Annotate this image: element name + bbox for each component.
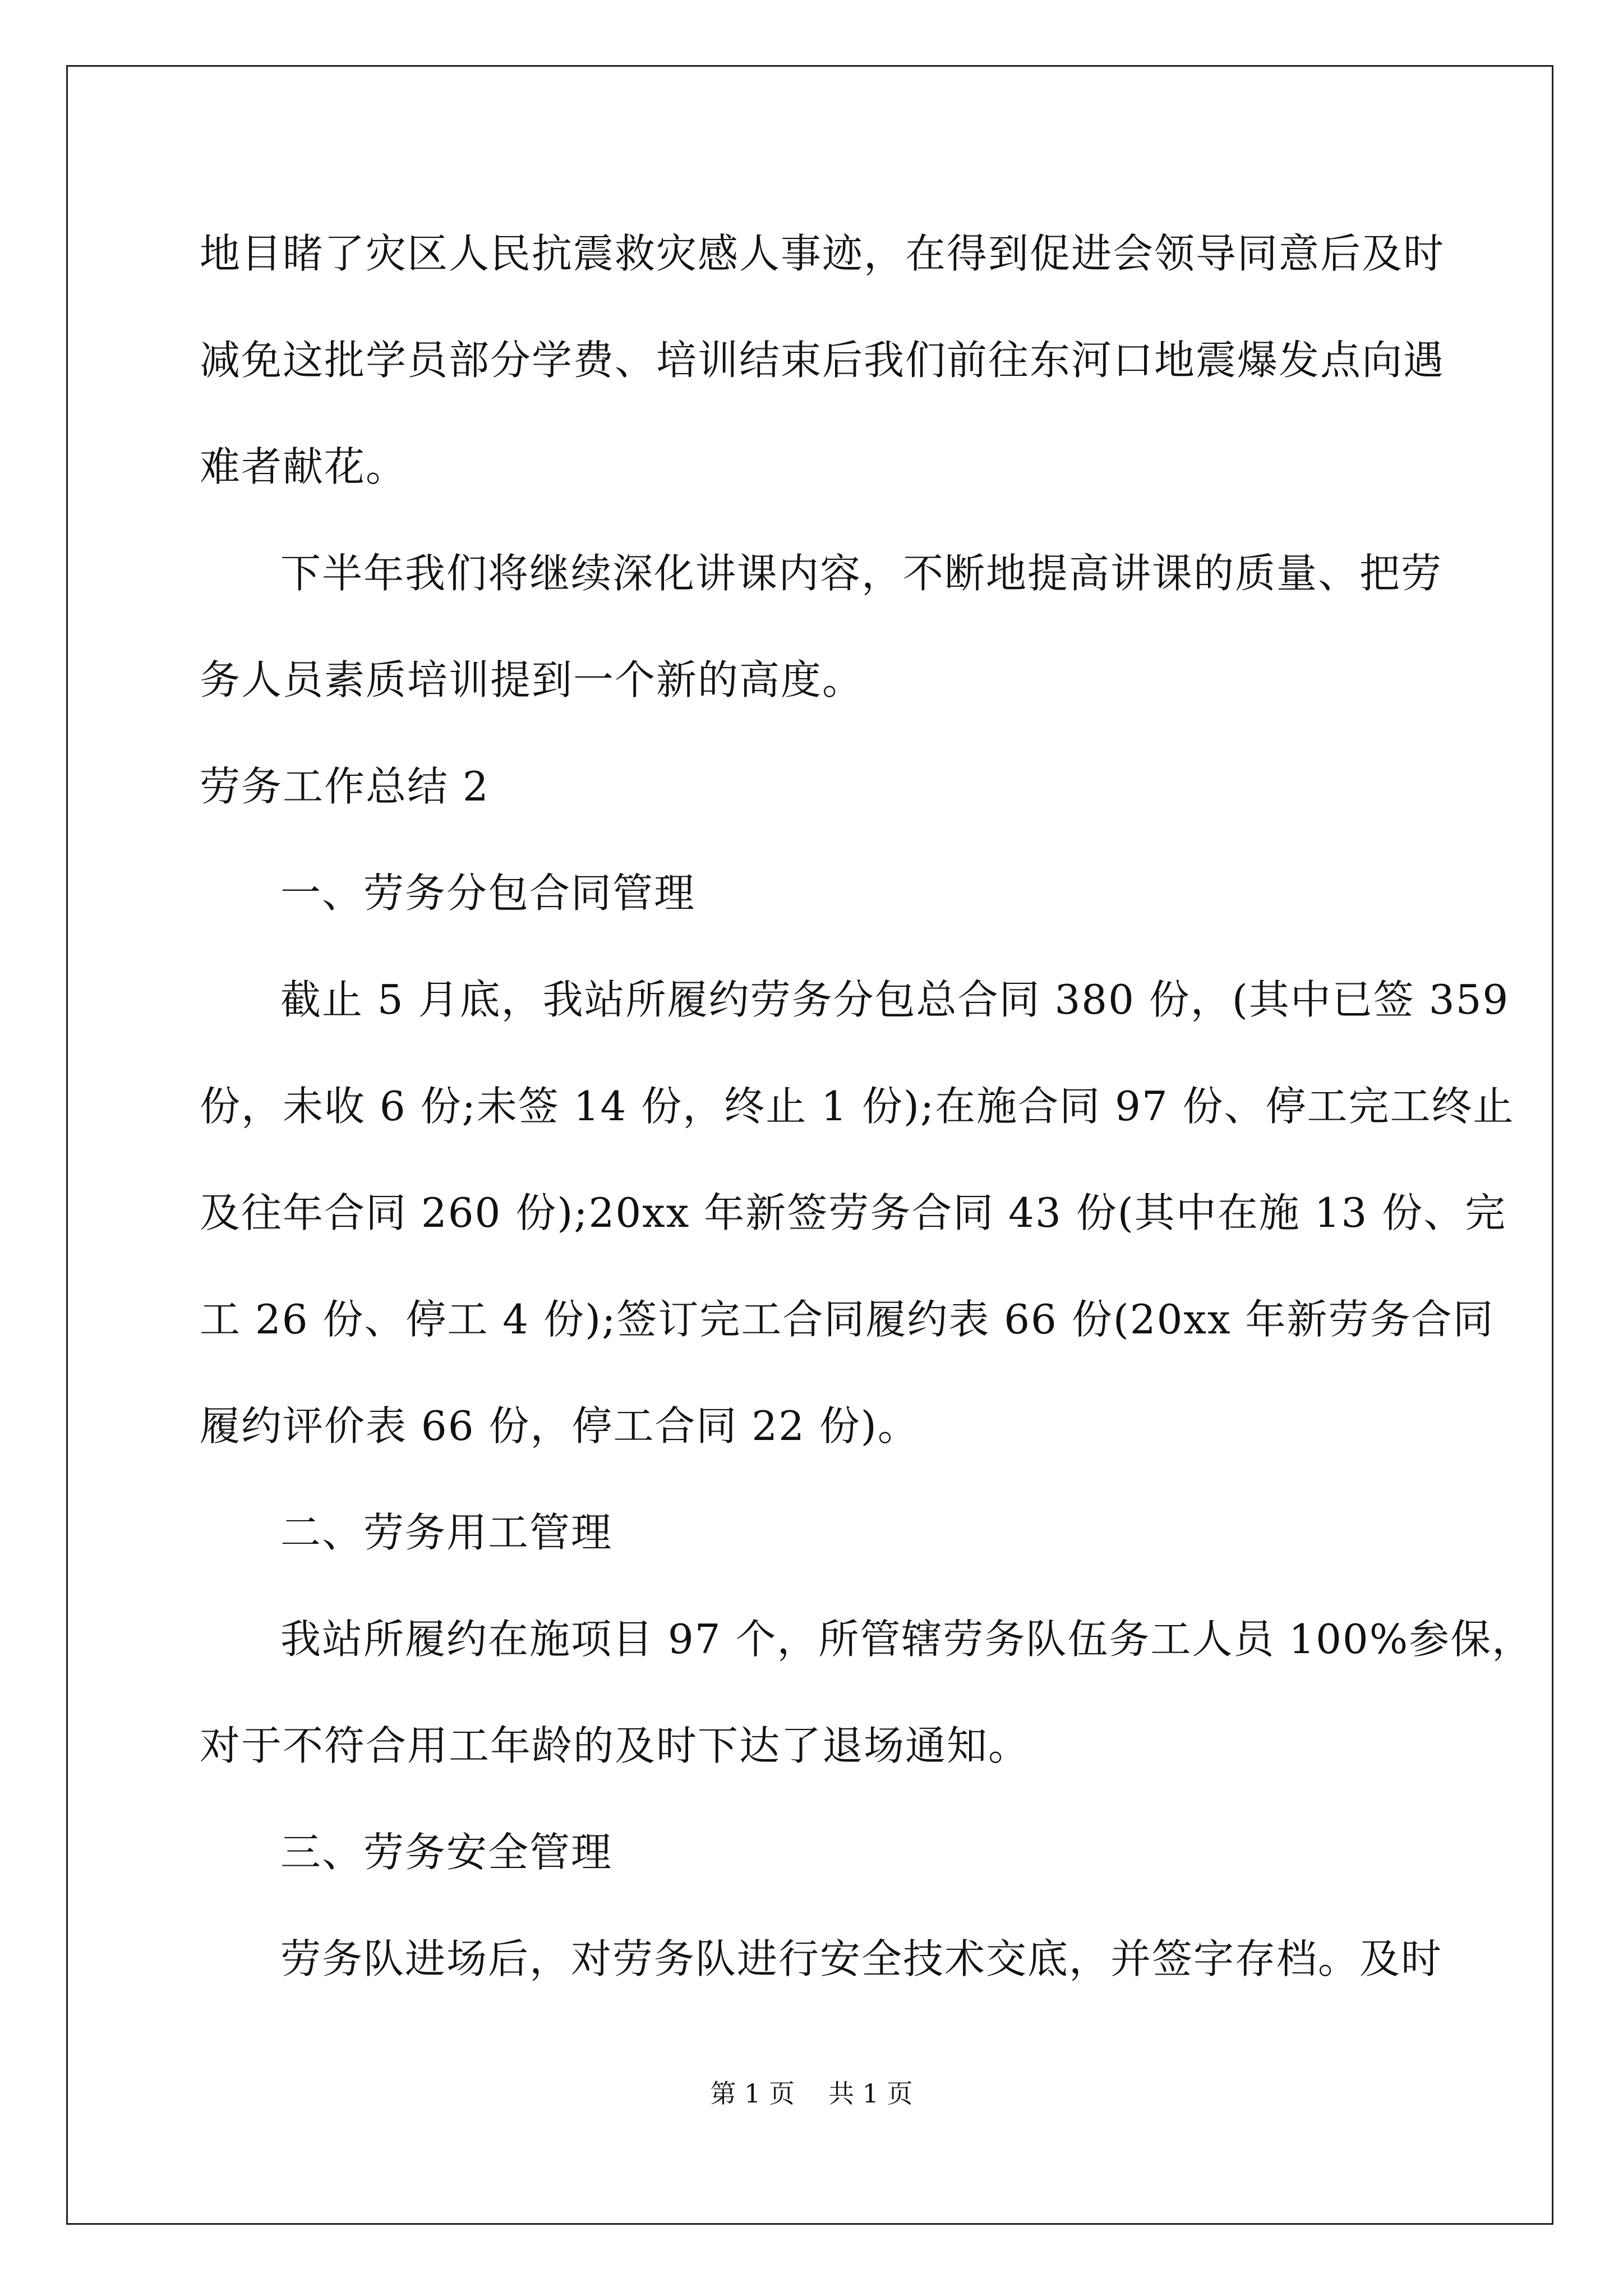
section-heading: 三、劳务安全管理	[280, 1829, 613, 1876]
paragraph-line: 务人员素质培训提到一个新的高度。	[200, 656, 864, 703]
paragraph-line: 截止 5 月底，我站所履约劳务分包总合同 380 份，(其中已签 359	[280, 976, 1510, 1023]
section-title: 劳务工作总结 2	[200, 763, 490, 810]
paragraph-line: 履约评价表 66 份，停工合同 22 份)。	[200, 1402, 919, 1450]
paragraph-line: 份，未收 6 份;未签 14 份，终止 1 份);在施合同 97 份、停工完工终止	[200, 1083, 1515, 1130]
paragraph-line: 劳务队进场后，对劳务队进行安全技术交底，并签字存档。及时	[280, 1935, 1443, 1982]
paragraph-line: 对于不符合用工年龄的及时下达了退场通知。	[200, 1722, 1030, 1769]
paragraph-line: 难者献花。	[200, 443, 408, 490]
paragraph-line: 下半年我们将继续深化讲课内容，不断地提高讲课的质量、把劳	[280, 550, 1443, 597]
paragraph-line: 减免这批学员部分学费、培训结束后我们前往东河口地震爆发点向遇	[200, 337, 1445, 384]
page-number: 第 1 页	[710, 2078, 795, 2109]
paragraph-line: 及往年合同 260 份);20xx 年新签劳务合同 43 份(其中在施 13 份、完	[200, 1189, 1507, 1236]
paragraph-line: 地目睹了灾区人民抗震救灾感人事迹，在得到促进会领导同意后及时	[200, 230, 1445, 277]
page-footer	[0, 2077, 1623, 2110]
paragraph-line: 我站所履约在施项目 97 个，所管辖劳务队伍务工人员 100%参保，	[280, 1616, 1534, 1663]
paragraph-line: 工 26 份、停工 4 份);签订完工合同履约表 66 份(20xx 年新劳务合同	[200, 1296, 1495, 1343]
section-heading: 一、劳务分包合同管理	[280, 869, 696, 917]
page-total: 共 1 页	[828, 2078, 913, 2109]
section-heading: 二、劳务用工管理	[280, 1509, 613, 1556]
page-border	[66, 65, 1553, 2225]
